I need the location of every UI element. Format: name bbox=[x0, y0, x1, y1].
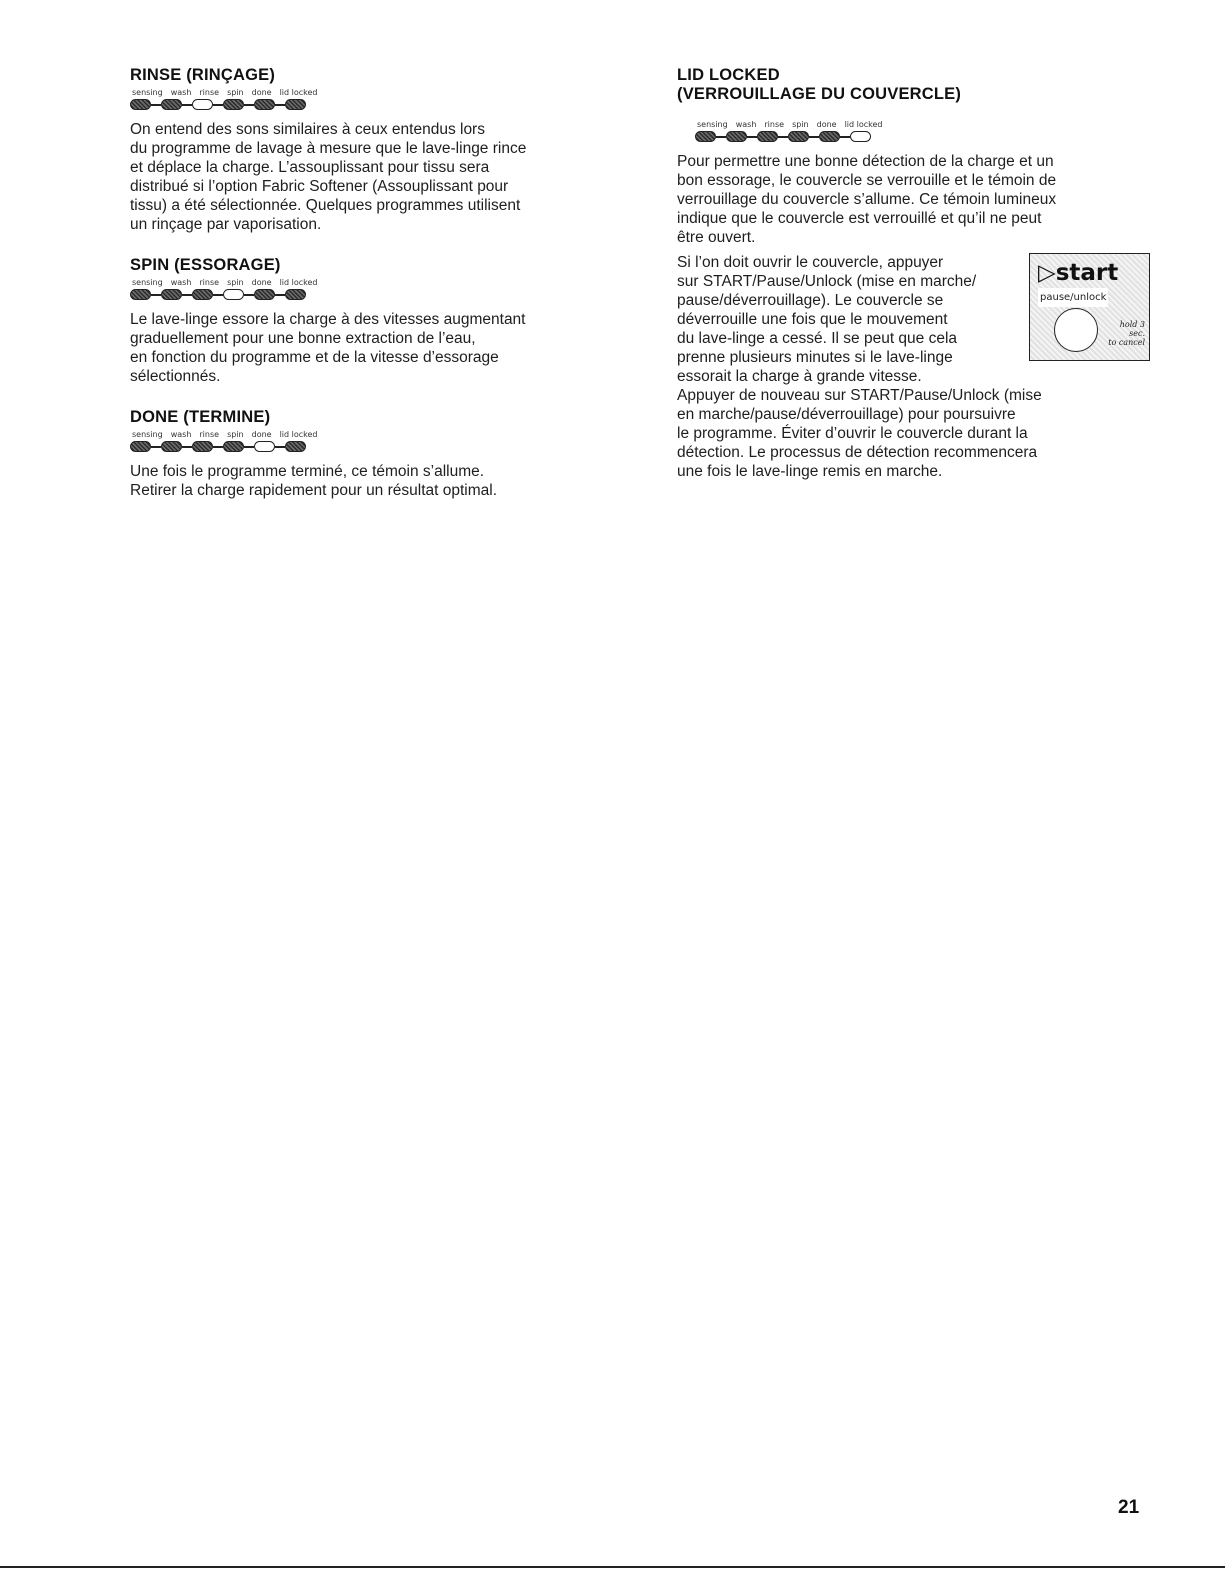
text-line: un rinçage par vaporisation. bbox=[130, 216, 322, 233]
text-line: être ouvert. bbox=[677, 229, 756, 246]
indicator-label-lid-locked: lid locked bbox=[279, 88, 318, 97]
indicator-connector bbox=[716, 136, 726, 138]
indicator-label-done: done bbox=[816, 120, 837, 129]
indicator-labels bbox=[130, 430, 600, 439]
text-line: en marche/pause/déverrouillage) pour poursuivre bbox=[677, 406, 1016, 423]
indicator-light-icon bbox=[161, 441, 182, 452]
text-line: sélectionnés. bbox=[130, 368, 221, 385]
indicator-light-icon bbox=[161, 99, 182, 110]
indicator-connector bbox=[275, 294, 285, 296]
section-heading: RINSE (RINÇAGE) bbox=[130, 66, 276, 84]
indicator-lights bbox=[130, 441, 600, 452]
indicator-label-rinse: rinse bbox=[199, 430, 220, 439]
indicator-light-icon bbox=[130, 99, 151, 110]
indicator-label-done: done bbox=[251, 88, 272, 97]
text-line: indique que le couvercle est verrouillé et qu’il ne peut bbox=[677, 210, 1042, 227]
indicator-lights bbox=[695, 131, 1157, 142]
indicator-light-icon bbox=[254, 289, 275, 300]
text-line: sur START/Pause/Unlock (mise en marche/ bbox=[677, 273, 977, 290]
indicator-labels bbox=[695, 120, 1157, 129]
status-indicator-strip bbox=[130, 430, 600, 452]
indicator-light-icon bbox=[192, 289, 213, 300]
section-text bbox=[130, 462, 600, 500]
indicator-label-wash: wash bbox=[170, 430, 192, 439]
hold-to-cancel-hint bbox=[1103, 320, 1145, 347]
indicator-connector bbox=[151, 446, 161, 448]
indicator-label-done: done bbox=[251, 430, 272, 439]
text-line: et déplace la charge. L’assouplissant pour tissu sera bbox=[130, 159, 490, 176]
text-line: déverrouille une fois que le mouvement bbox=[677, 311, 948, 328]
indicator-light-icon bbox=[130, 289, 151, 300]
indicator-connector bbox=[213, 294, 223, 296]
bottom-rule bbox=[0, 1566, 1225, 1568]
indicator-light-icon bbox=[192, 99, 213, 110]
indicator-labels bbox=[130, 88, 600, 97]
text-line: Retirer la charge rapidement pour un résultat optimal. bbox=[130, 482, 498, 499]
indicator-light-icon bbox=[161, 289, 182, 300]
text-line: pause/déverrouillage). Le couvercle se bbox=[677, 292, 944, 309]
text-line: du lave-linge a cessé. Il se peut que cela bbox=[677, 330, 958, 347]
start-pause-unlock-panel bbox=[1029, 253, 1150, 361]
text-line: Pour permettre une bonne détection de la charge et un bbox=[677, 153, 1054, 170]
indicator-light-icon bbox=[192, 441, 213, 452]
indicator-label-sensing: sensing bbox=[132, 430, 163, 439]
text-line: Appuyer de nouveau sur START/Pause/Unlock (mise bbox=[677, 387, 1042, 404]
page-number: 21 bbox=[1118, 1497, 1140, 1518]
text-line: graduellement pour une bonne extraction de l’eau, bbox=[130, 330, 476, 347]
hint-line: hold 3 sec. bbox=[1119, 320, 1145, 338]
indicator-light-icon bbox=[223, 441, 244, 452]
status-indicator-strip bbox=[130, 88, 600, 110]
indicator-label-lid-locked: lid locked bbox=[279, 430, 318, 439]
indicator-light-icon bbox=[254, 99, 275, 110]
section-heading: DONE (TERMINE) bbox=[130, 408, 271, 426]
indicator-label-rinse: rinse bbox=[764, 120, 785, 129]
text-line: prenne plusieurs minutes si le lave-linge bbox=[677, 349, 953, 366]
indicator-connector bbox=[275, 104, 285, 106]
section-heading-sub: (VERROUILLAGE DU COUVERCLE) bbox=[677, 85, 962, 103]
indicator-labels bbox=[130, 278, 600, 287]
start-title-text: start bbox=[1055, 260, 1119, 286]
indicator-connector bbox=[809, 136, 819, 138]
section-done bbox=[130, 408, 600, 500]
text-line: essorait la charge à grande vitesse. bbox=[677, 368, 922, 385]
indicator-label-wash: wash bbox=[170, 88, 192, 97]
indicator-connector bbox=[182, 446, 192, 448]
indicator-light-icon bbox=[285, 441, 306, 452]
indicator-connector bbox=[747, 136, 757, 138]
text-line: une fois le lave-linge remis en marche. bbox=[677, 463, 943, 480]
indicator-connector bbox=[213, 104, 223, 106]
text-line: verrouillage du couvercle s’allume. Ce témoin lumineux bbox=[677, 191, 1057, 208]
indicator-light-icon bbox=[130, 441, 151, 452]
start-label bbox=[1038, 260, 1118, 286]
indicator-connector bbox=[244, 294, 254, 296]
indicator-connector bbox=[151, 294, 161, 296]
play-triangle-icon: ▷ bbox=[1038, 260, 1056, 286]
indicator-connector bbox=[213, 446, 223, 448]
indicator-label-done: done bbox=[251, 278, 272, 287]
indicator-connector bbox=[151, 104, 161, 106]
indicator-light-icon bbox=[285, 289, 306, 300]
indicator-light-icon bbox=[223, 289, 244, 300]
indicator-label-spin: spin bbox=[227, 430, 244, 439]
status-indicator-strip bbox=[130, 278, 600, 300]
indicator-label-spin: spin bbox=[227, 88, 244, 97]
indicator-lights bbox=[130, 99, 600, 110]
section-text bbox=[677, 152, 1157, 247]
section-heading: SPIN (ESSORAGE) bbox=[130, 256, 281, 274]
indicator-lights bbox=[130, 289, 600, 300]
status-indicator-strip bbox=[695, 120, 1157, 142]
indicator-label-spin: spin bbox=[792, 120, 809, 129]
indicator-connector bbox=[778, 136, 788, 138]
indicator-label-lid-locked: lid locked bbox=[279, 278, 318, 287]
text-line: en fonction du programme et de la vitesse d’essorage bbox=[130, 349, 499, 366]
text-line: tissu) a été sélectionnée. Quelques programmes utilisent bbox=[130, 197, 521, 214]
text-line: Si l’on doit ouvrir le couvercle, appuyer bbox=[677, 254, 944, 271]
text-line: On entend des sons similaires à ceux entendus lors bbox=[130, 121, 485, 138]
indicator-label-sensing: sensing bbox=[697, 120, 728, 129]
indicator-label-wash: wash bbox=[735, 120, 757, 129]
indicator-light-icon bbox=[726, 131, 747, 142]
indicator-light-icon bbox=[223, 99, 244, 110]
text-line: du programme de lavage à mesure que le lave-linge rince bbox=[130, 140, 527, 157]
indicator-light-icon bbox=[850, 131, 871, 142]
section-lid-locked bbox=[677, 66, 1157, 481]
indicator-connector bbox=[244, 104, 254, 106]
pause-unlock-label: pause/unlock bbox=[1038, 288, 1108, 307]
section-text-with-panel bbox=[677, 253, 1157, 481]
start-button-icon bbox=[1054, 308, 1098, 352]
section-spin bbox=[130, 256, 600, 386]
indicator-light-icon bbox=[695, 131, 716, 142]
text-line: le programme. Éviter d’ouvrir le couvercle durant la bbox=[677, 425, 1028, 442]
indicator-label-rinse: rinse bbox=[199, 88, 220, 97]
indicator-light-icon bbox=[757, 131, 778, 142]
text-line: bon essorage, le couvercle se verrouille et le témoin de bbox=[677, 172, 1057, 189]
indicator-label-sensing: sensing bbox=[132, 88, 163, 97]
indicator-connector bbox=[275, 446, 285, 448]
indicator-light-icon bbox=[254, 441, 275, 452]
text-line: Une fois le programme terminé, ce témoin s’allume. bbox=[130, 463, 485, 480]
section-heading: LID LOCKED bbox=[677, 66, 780, 84]
indicator-connector bbox=[182, 294, 192, 296]
left-column bbox=[130, 66, 600, 522]
indicator-connector bbox=[840, 136, 850, 138]
indicator-label-lid-locked: lid locked bbox=[844, 120, 883, 129]
hint-line: to cancel bbox=[1108, 338, 1145, 347]
text-line: distribué si l’option Fabric Softener (Assouplissant pour bbox=[130, 178, 509, 195]
right-column bbox=[677, 66, 1157, 503]
indicator-label-spin: spin bbox=[227, 278, 244, 287]
text-line: détection. Le processus de détection recommencera bbox=[677, 444, 1038, 461]
indicator-label-wash: wash bbox=[170, 278, 192, 287]
indicator-light-icon bbox=[819, 131, 840, 142]
section-text bbox=[130, 310, 600, 386]
indicator-label-sensing: sensing bbox=[132, 278, 163, 287]
indicator-connector bbox=[182, 104, 192, 106]
section-text bbox=[130, 120, 600, 234]
indicator-light-icon bbox=[788, 131, 809, 142]
indicator-connector bbox=[244, 446, 254, 448]
text-line: Le lave-linge essore la charge à des vitesses augmentant bbox=[130, 311, 526, 328]
indicator-light-icon bbox=[285, 99, 306, 110]
indicator-label-rinse: rinse bbox=[199, 278, 220, 287]
section-rinse bbox=[130, 66, 600, 234]
